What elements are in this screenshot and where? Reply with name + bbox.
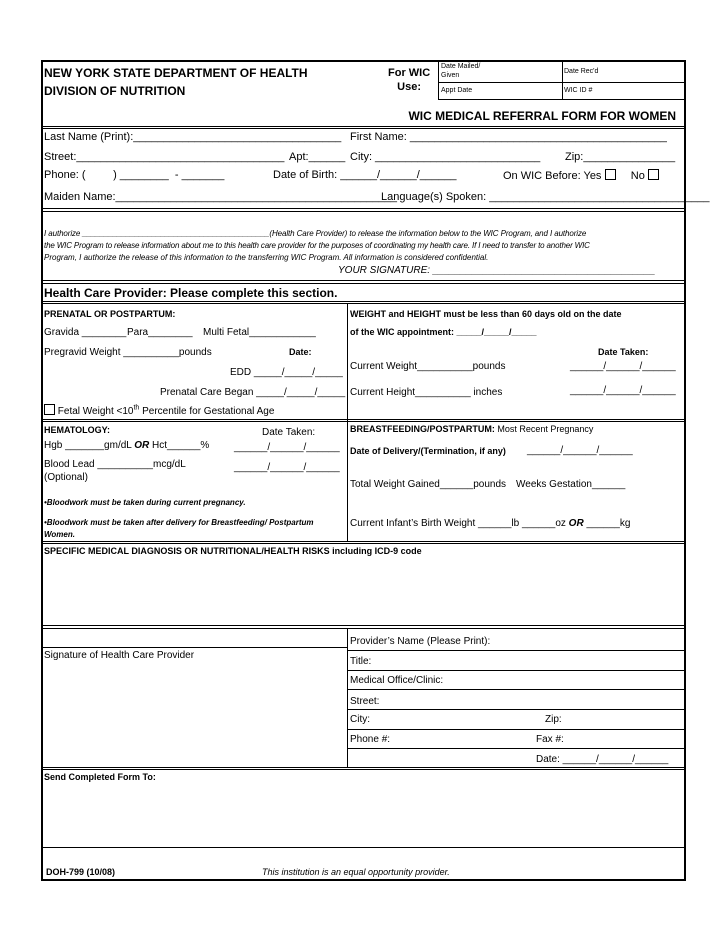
yes-checkbox[interactable] (605, 169, 616, 180)
division-name: DIVISION OF NUTRITION (44, 84, 186, 98)
send-to-area[interactable] (43, 786, 684, 846)
infant-weight-field[interactable]: Current Infant’s Birth Weight ______lb ______oz (350, 518, 566, 529)
provider-section-title: Health Care Provider: Please complete this section. (44, 286, 338, 300)
infant-weight-row (350, 518, 630, 529)
apt-field[interactable]: Apt:______ (289, 151, 346, 163)
prenatal-title: PRENATAL OR POSTPARTUM: (44, 309, 176, 319)
infant-kg-field[interactable]: ______kg (586, 518, 631, 529)
blood-lead-field[interactable]: Blood Lead __________mcg/dL (44, 459, 186, 470)
current-weight-field[interactable]: Current Weight__________pounds (350, 361, 506, 372)
wic-id-label: WIC ID # (564, 87, 593, 94)
equal-opportunity-statement: This institution is an equal opportunity provider. (262, 867, 450, 877)
multi-fetal-field[interactable]: Multi Fetal____________ (203, 327, 316, 338)
date-mailed-label: Date Mailed/ Given (441, 63, 481, 79)
weight-height-title: WEIGHT and HEIGHT must be less than 60 days old on the date (350, 309, 622, 319)
hem-date-2[interactable]: ______/______/______ (234, 462, 340, 473)
dob-field[interactable]: Date of Birth: ______/______/______ (273, 169, 457, 181)
weight-date-field[interactable]: ______/______/______ (570, 361, 676, 372)
agency-name: NEW YORK STATE DEPARTMENT OF HEALTH (44, 66, 308, 80)
breastfeeding-label: BREASTFEEDING/POSTPARTUM: (350, 424, 495, 434)
fetal-weight-row (44, 404, 274, 417)
provider-street-field[interactable]: Street: (350, 696, 380, 707)
authorization-line-3: Program, I authorize the release of this information to the transferring WIC Program. All information is considered confidential. (44, 253, 489, 262)
breastfeeding-title (350, 424, 593, 434)
medical-office-field[interactable]: Medical Office/Clinic: (350, 675, 444, 686)
on-wic-before (503, 169, 659, 182)
provider-phone-field[interactable]: Phone #: (350, 734, 391, 745)
most-recent-pregnancy-label: Most Recent Pregnancy (497, 424, 594, 434)
weeks-gestation-field[interactable]: Weeks Gestation______ (516, 479, 626, 490)
fetal-weight-label: Fetal Weight <10 (57, 406, 134, 417)
para-field[interactable]: Para________ (127, 327, 193, 338)
hem-date-taken-label: Date Taken: (262, 427, 316, 438)
hgb-or-label: OR (134, 440, 150, 451)
street-field[interactable]: Street:__________________________________ (44, 151, 285, 163)
delivery-date-label: Date of Delivery/(Termination, if any) (350, 446, 506, 456)
no-label: No (630, 170, 645, 182)
provider-zip-field[interactable]: Zip: (545, 714, 562, 725)
languages-field[interactable]: Language(s) Spoken: ____________________________________ (381, 191, 710, 203)
on-wic-before-label: On WIC Before: Yes (503, 170, 602, 182)
bloodwork-note-2: •Bloodwork must be taken after delivery for Breastfeeding/ Postpartum (44, 518, 314, 527)
provider-date-field[interactable]: Date: ______/______/______ (536, 754, 669, 765)
first-name-field[interactable]: First Name: __________________________________________ (350, 131, 667, 143)
fetal-weight-sup: th (133, 404, 140, 412)
appt-date-label: Appt Date (441, 87, 473, 94)
diagnosis-area[interactable] (43, 558, 684, 624)
optional-label: (Optional) (44, 472, 88, 483)
city-field[interactable]: City: ___________________________ (350, 151, 541, 163)
authorization-line-2: the WIC Program to release information about me to this health care provider for the purposes of coordinating my health care. If I need to transfer to another WIC (44, 241, 590, 250)
edd-field[interactable]: EDD _____/_____/_____ (230, 367, 343, 378)
provider-name-field[interactable]: Provider’s Name (Please Print): (350, 636, 491, 647)
diagnosis-title: SPECIFIC MEDICAL DIAGNOSIS OR NUTRITIONAL/HEALTH RISKS including ICD-9 code (44, 546, 422, 556)
provider-city-field[interactable]: City: (350, 714, 370, 725)
hgb-field[interactable]: Hgb _______gm/dL (44, 440, 132, 451)
provider-signature-label[interactable]: Signature of Health Care Provider (44, 650, 195, 661)
current-height-field[interactable]: Current Height__________ inches (350, 387, 503, 398)
wic-appointment-date[interactable]: of the WIC appointment: _____/_____/_____ (350, 327, 537, 337)
fetal-weight-checkbox[interactable] (44, 404, 55, 415)
hematology-title: HEMATOLOGY: (44, 425, 110, 435)
provider-fax-field[interactable]: Fax #: (536, 734, 564, 745)
date-recd-label: Date Rec'd (564, 68, 599, 75)
wh-date-taken-label: Date Taken: (598, 347, 649, 357)
gravida-field[interactable]: Gravida ________ (44, 327, 127, 338)
hem-date-1[interactable]: ______/______/______ (234, 442, 340, 453)
infant-or-label: OR (568, 518, 584, 529)
delivery-date-field[interactable]: ______/______/______ (527, 445, 633, 456)
form-title: WIC MEDICAL REFERRAL FORM FOR WOMEN (408, 109, 676, 123)
bloodwork-note-2-cont: Women. (44, 530, 75, 539)
total-weight-gained-field[interactable]: Total Weight Gained______pounds (350, 479, 507, 490)
for-wic-use-label: For WIC Use: (388, 67, 431, 93)
fetal-weight-label-end: Percentile for Gestational Age (139, 406, 275, 417)
hgb-hct-row (44, 440, 209, 451)
zip-field[interactable]: Zip:_______________ (565, 151, 676, 163)
last-name-field[interactable]: Last Name (Print):__________________________________ (44, 131, 342, 143)
send-to-label: Send Completed Form To: (44, 772, 156, 782)
form-number: DOH-799 (10/08) (46, 867, 116, 877)
phone-field[interactable]: Phone: ( ) ________ - _______ (44, 169, 225, 181)
bloodwork-note-1: •Bloodwork must be taken during current pregnancy. (44, 498, 246, 507)
care-began-field[interactable]: Prenatal Care Began _____/_____/_____ (160, 387, 346, 398)
hct-field[interactable]: Hct______% (152, 440, 210, 451)
height-date-field[interactable]: ______/______/______ (570, 385, 676, 396)
maiden-name-field[interactable]: Maiden Name:______________________________________________ (44, 191, 397, 203)
provider-title-field[interactable]: Title: (350, 656, 372, 667)
no-checkbox[interactable] (648, 169, 659, 180)
prenatal-date-label: Date: (289, 347, 312, 357)
authorization-line-1: I authorize ___________________________________________(Health Care Provider) to release the information below to the WIC Program, and I authorize (44, 229, 587, 238)
your-signature-field[interactable]: YOUR SIGNATURE: ________________________________________ (338, 265, 656, 276)
pregravid-weight-field[interactable]: Pregravid Weight __________pounds (44, 347, 212, 358)
